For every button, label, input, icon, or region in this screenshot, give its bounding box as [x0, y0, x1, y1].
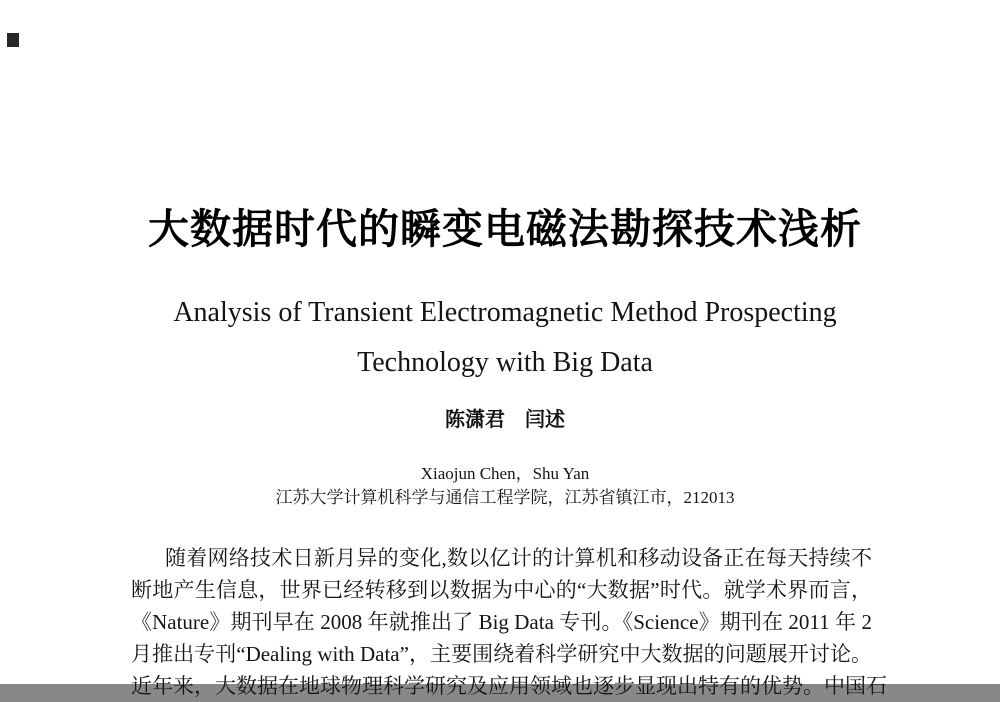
authors-en: Xiaojun Chen，Shu Yan [420, 464, 590, 483]
scan-artifact-mark [7, 33, 19, 47]
body-line-4: 月推出专刊“Dealing with Data”，主要围绕着科学研究中大数据的问题展开讨论。 [131, 642, 872, 666]
paper-title-en [120, 288, 890, 388]
paper-title-zh: 大数据时代的瞬变电磁法勘探技术浅析 [148, 206, 862, 252]
body-line-1: 随着网络技术日新月异的变化,数以亿计的计算机和移动设备正在每天持续不 [165, 546, 872, 570]
body-paragraph [131, 542, 887, 702]
paper-title-en-line-1: Analysis of Transient Electromagnetic Method Prospecting [173, 297, 837, 328]
body-line-5-clipped: 近年来，大数据在地球物理科学研究及应用领域也逐步显现出特有的优势。中国石 [131, 674, 887, 698]
body-line-3: 《Nature》期刊早在 2008 年就推出了 Big Data 专刊。《Science》期刊在 2011 年 2 [131, 610, 872, 634]
affiliation-line: 江苏大学计算机科学与通信工程学院，江苏省镇江市，212013 [275, 488, 735, 507]
paper-title-en-line-2: Technology with Big Data [357, 347, 653, 378]
body-line-2: 断地产生信息，世界已经转移到以数据为中心的“大数据”时代。就学术界而言， [131, 578, 872, 602]
author-meta-block [120, 462, 890, 510]
authors-zh: 陈潇君 闫述 [445, 409, 565, 431]
